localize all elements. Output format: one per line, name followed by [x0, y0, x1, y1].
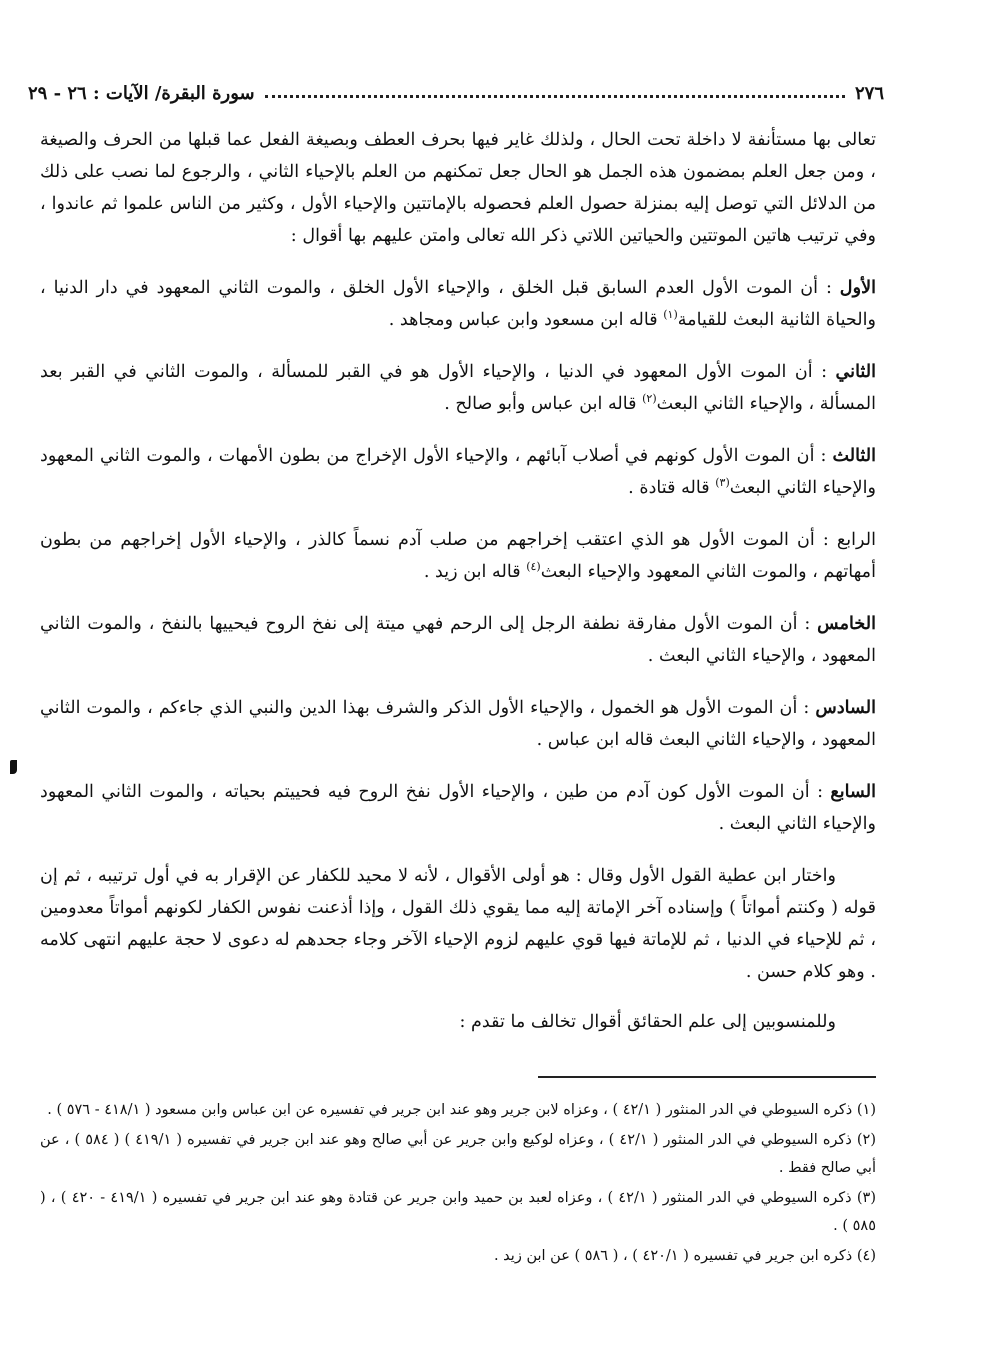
- opinion-text: : أن الموت الأول كون آدم من طين ، والإحياء الأول نفخ الروح فيه فحييتم بحياته ، والموت الثاني المعهود والإحياء الثاني البعث .: [40, 782, 876, 834]
- opinion-label: السادس: [815, 697, 876, 718]
- opinion-label: الثالث: [832, 445, 876, 466]
- opinion-text: : أن الموت الأول هو الخمول ، والإحياء الأول الذكر والشرف بهذا الدين والنبي الذي جاءكم ، والموت الثاني المعهود ، والإحياء الثاني البعث قاله ابن عباس .: [40, 698, 876, 750]
- page-number: ٢٧٦: [854, 83, 884, 104]
- footnote-3: (٣) ذكره السيوطي في الدر المنثور ( ٤٢/١ ) ، وعزاه لعبد بن حميد وابن جرير عن قتادة وهو عند ابن جرير في تفسيره ( ٤١٩/١ - ٤٢٠ ) ، ( ٥٨٥ ) .: [40, 1190, 876, 1234]
- opinion-1: [40, 272, 876, 336]
- intro-paragraph: تعالى بها مستأنفة لا داخلة تحت الحال ، ولذلك غاير فيها بحرف العطف وبصيغة الفعل عما قبلها من الحرف والصيغة ، ومن جعل العلم بمضمون هذه الجمل هو الحال جعل تمكنهم من العلم بالإحياء الثاني ، والرجوع لما نصب على ذلك من الدلائل التي توصل إليه بمنزلة حصول العلم فحصوله بالإماتتين والإحياء الأول ، وكثير من الناس علموا ثم عاندوا ، وفي ترتيب هاتين الموتتين والحياتين اللاتي ذكر الله تعالى وامتن عليهم بها أقوال :: [40, 130, 876, 246]
- footnote-2: (٢) ذكره السيوطي في الدر المنثور ( ٤٢/١ ) ، وعزاه لوكيع وابن جرير عن أبي صالح وهو عند ابن جرير في تفسيره ( ٤١٩/١ ) ( ٥٨٤ ) ، عن أبي صالح فقط .: [40, 1132, 876, 1176]
- opinion-5: [40, 608, 876, 672]
- opinion-text: : أن الموت الأول المعهود في الدنيا ، والإحياء الأول هو في القبر للمسألة ، والموت الثاني في القبر بعد المسألة ، والإحياء الثاني البعث: [40, 362, 876, 414]
- footnote-ref: (٢): [642, 392, 657, 406]
- footnote-ref: (٤): [526, 560, 541, 574]
- opinion-4: [40, 524, 876, 588]
- opinion-attribution: قاله قتادة .: [628, 478, 716, 498]
- opinion-label: الثاني: [835, 361, 876, 382]
- footnote-4: (٤) ذكره ابن جرير في تفسيره ( ٤٢٠/١ ) ، ( ٥٨٦ ) عن ابن زيد .: [493, 1248, 876, 1264]
- footnotes: [40, 1096, 876, 1272]
- opinion-label: السابع: [830, 781, 876, 802]
- opinion-2: [40, 356, 876, 420]
- closing-line: وللمنسوبين إلى علم الحقائق أقوال تخالف ما تقدم :: [459, 1012, 836, 1032]
- footnote-1: (١) ذكره السيوطي في الدر المنثور ( ٤٢/١ ) ، وعزاه لابن جرير وهو عند ابن جرير في تفسيره عن ابن عباس وابن مسعود ( ٤١٨/١ - ٥٧٦ ) .: [47, 1102, 876, 1118]
- opinion-6: [40, 692, 876, 756]
- opinion-label: الرابع: [836, 530, 876, 550]
- dot-leader: [265, 95, 845, 98]
- opinion-3: [40, 440, 876, 504]
- opinion-label: الخامس: [817, 613, 876, 634]
- page-header: [28, 72, 884, 104]
- footnote-ref: (١): [663, 308, 678, 322]
- main-text: [40, 124, 876, 1038]
- opinion-text: : أن الموت الأول هو الذي اعتقب إخراجهم من صلب آدم نسماً كالذر ، والإحياء الأول إخراجهم من بطون أمهاتهم ، والموت الثاني المعهود والإحياء البعث: [40, 530, 876, 582]
- opinion-label: الأول: [839, 277, 876, 298]
- opinion-attribution: قاله ابن زيد .: [423, 562, 527, 582]
- opinion-text: : أن الموت الأول كونهم في أصلاب آبائهم ، والإحياء الأول الإخراج من بطون الأمهات ، والموت الثاني المعهود والإحياء الثاني البعث: [40, 446, 876, 498]
- footnote-separator: [538, 1076, 876, 1078]
- choice-paragraph: واختار ابن عطية القول الأول وقال : هو أولى الأقوال ، لأنه لا محيد للكفار عن الإقرار به في أول ترتيبه ، ثم إن قوله ( وكنتم أمواتاً ) وإسناده آخر الإماتة إليه مما يقوي ذلك القول ، وإذا أذعنت نفوس الكفار لكونهم أمواتاً معدومين ، ثم للإحياء في الدنيا ، ثم للإماتة فيها قوي عليهم لزوم الإحياء الآخر وجاء جحدهم له دعوى لا حجة عليهم انتهى كلامه . وهو كلام حسن .: [40, 866, 876, 982]
- opinion-7: [40, 776, 876, 840]
- opinion-attribution: قاله ابن مسعود وابن عباس ومجاهد .: [388, 310, 664, 330]
- opinion-text: : أن الموت الأول مفارقة نطفة الرجل إلى الرحم فهي ميتة إلى نفخ الروح فيحييها بالنفخ ، والموت الثاني المعهود ، والإحياء الثاني البعث .: [40, 614, 876, 666]
- running-title: سورة البقرة/ الآيات : ٢٦ - ٢٩: [28, 83, 255, 104]
- opinion-text: : أن الموت الأول العدم السابق قبل الخلق ، والإحياء الأول الخلق ، والموت الثاني المعهود في دار الدنيا ، والحياة الثانية البعث للقيامة: [40, 278, 876, 330]
- footnote-ref: (٣): [715, 476, 730, 490]
- margin-mark-icon: [10, 760, 17, 774]
- opinion-attribution: قاله ابن عباس وأبو صالح .: [444, 394, 643, 414]
